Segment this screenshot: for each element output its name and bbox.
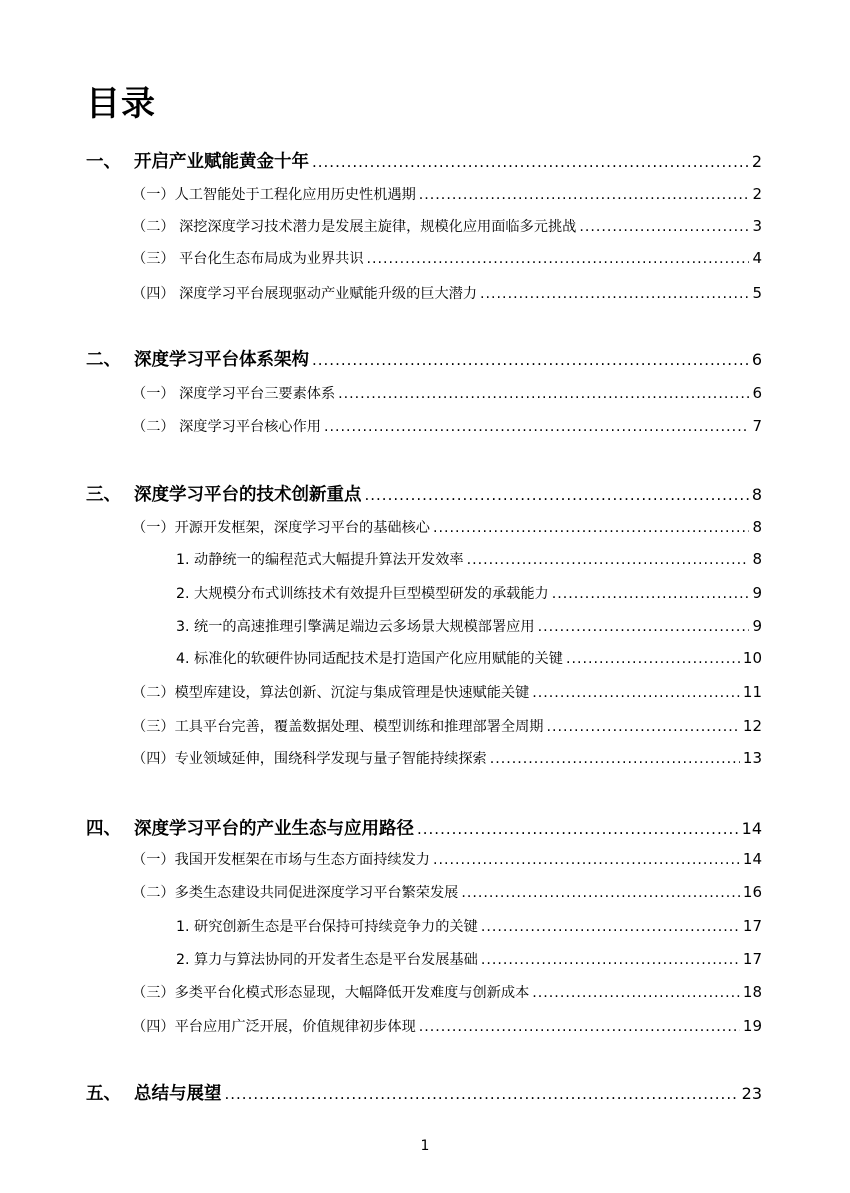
toc-entry-label: （四） 深度学习平台展现驱动产业赋能升级的巨大潜力 bbox=[132, 286, 478, 302]
toc-entry-label: （二） 深挖深度学习技术潜力是发展主旋律，规模化应用面临多元挑战 bbox=[132, 219, 577, 235]
toc-entry-level3[interactable] bbox=[176, 916, 762, 936]
toc-title: 目录 bbox=[86, 84, 156, 124]
toc-entry-label: （一）开源开发框架，深度学习平台的基础核心 bbox=[132, 520, 430, 536]
toc-dot-leader bbox=[546, 719, 739, 735]
toc-chapter-title: 深度学习平台的技术创新重点 bbox=[134, 485, 362, 505]
toc-dot-leader bbox=[481, 919, 740, 935]
toc-page-number: 8 bbox=[751, 485, 762, 504]
toc-dot-leader bbox=[417, 820, 739, 838]
toc-dot-leader bbox=[579, 219, 749, 235]
toc-chapter-title: 开启产业赋能黄金十年 bbox=[134, 152, 309, 172]
toc-page-number: 18 bbox=[742, 983, 762, 1001]
toc-page-number: 2 bbox=[751, 152, 762, 171]
toc-dot-leader bbox=[490, 751, 740, 767]
toc-entry-label: （三）多类平台化模式形态显现，大幅降低开发难度与创新成本 bbox=[132, 985, 530, 1001]
toc-entry-label: 1. 动静统一的编程范式大幅提升算法开发效率 bbox=[176, 552, 464, 568]
toc-page-number: 6 bbox=[751, 350, 762, 369]
toc-entry-level1[interactable] bbox=[86, 148, 762, 172]
toc-dot-leader bbox=[481, 952, 740, 968]
toc-entry-label bbox=[86, 148, 309, 173]
toc-page-number: 7 bbox=[752, 417, 762, 435]
toc-entry-label: 2. 算力与算法协同的开发者生态是平台发展基础 bbox=[176, 952, 478, 968]
toc-page-number: 16 bbox=[742, 883, 762, 901]
toc-entry-level1[interactable] bbox=[86, 481, 762, 505]
toc-page-number: 4 bbox=[752, 249, 762, 267]
toc-dot-leader bbox=[538, 619, 750, 635]
toc-entry-level2[interactable] bbox=[132, 716, 762, 736]
toc-dot-leader bbox=[467, 552, 750, 568]
toc-chapter-title: 深度学习平台的产业生态与应用路径 bbox=[134, 819, 414, 839]
toc-dot-leader bbox=[532, 685, 740, 701]
toc-entry-level1[interactable] bbox=[86, 1080, 762, 1104]
toc-page-number: 9 bbox=[752, 584, 762, 602]
toc-entry-label: （四）平台应用广泛开展，价值规律初步体现 bbox=[132, 1019, 416, 1035]
toc-entry-label: 2. 大规模分布式训练技术有效提升巨型模型研发的承载能力 bbox=[176, 586, 549, 602]
toc-chapter-title: 总结与展望 bbox=[134, 1084, 222, 1104]
toc-entry-label: （二）多类生态建设共同促进深度学习平台繁荣发展 bbox=[132, 885, 459, 901]
toc-entry-label bbox=[86, 346, 309, 371]
toc-page-number: 12 bbox=[742, 717, 762, 735]
toc-page-number: 17 bbox=[742, 950, 762, 968]
toc-page-number: 6 bbox=[752, 384, 762, 402]
toc-dot-leader bbox=[312, 351, 749, 369]
toc-entry-label: 1. 研究创新生态是平台保持可持续竞争力的关键 bbox=[176, 919, 478, 935]
toc-dot-leader bbox=[480, 286, 749, 302]
toc-entry-label: （一）我国开发框架在市场与生态方面持续发力 bbox=[132, 852, 430, 868]
toc-dot-leader bbox=[324, 419, 750, 435]
toc-page-number: 11 bbox=[742, 683, 762, 701]
toc-entry-label bbox=[86, 815, 414, 840]
toc-entry-level2[interactable] bbox=[132, 982, 762, 1002]
toc-chapter-number: 四、 bbox=[86, 819, 121, 839]
toc-entry-level2[interactable] bbox=[132, 682, 762, 702]
toc-dot-leader bbox=[532, 985, 740, 1001]
toc-entry-level2[interactable] bbox=[132, 184, 762, 204]
toc-entry-level3[interactable] bbox=[176, 549, 762, 569]
toc-dot-leader bbox=[566, 651, 740, 667]
toc-page-number: 8 bbox=[752, 550, 762, 568]
toc-entry-level3[interactable] bbox=[176, 583, 762, 603]
toc-entry-level1[interactable] bbox=[86, 815, 762, 839]
toc-page-number: 8 bbox=[752, 518, 762, 536]
toc-entry-label: （三）工具平台完善，覆盖数据处理、模型训练和推理部署全周期 bbox=[132, 719, 544, 735]
toc-chapter-number: 一、 bbox=[86, 152, 121, 172]
toc-page-number: 2 bbox=[752, 185, 762, 203]
toc-dot-leader bbox=[419, 1019, 740, 1035]
toc-dot-leader bbox=[419, 187, 750, 203]
toc-page-number: 19 bbox=[742, 1017, 762, 1035]
toc-entry-label: （二） 深度学习平台核心作用 bbox=[132, 419, 321, 435]
toc-entry-level2[interactable] bbox=[132, 283, 762, 303]
toc-page-number: 9 bbox=[752, 617, 762, 635]
toc-entry-label bbox=[86, 481, 362, 506]
toc-chapter-title: 深度学习平台体系架构 bbox=[134, 350, 309, 370]
toc-entry-label: 3. 统一的高速推理引擎满足端边云多场景大规模部署应用 bbox=[176, 619, 535, 635]
toc-dot-leader bbox=[433, 520, 750, 536]
toc-dot-leader bbox=[365, 486, 749, 504]
toc-entry-level2[interactable] bbox=[132, 383, 762, 403]
toc-entry-level2[interactable] bbox=[132, 748, 762, 768]
toc-chapter-number: 二、 bbox=[86, 350, 121, 370]
toc-entry-label: （三） 平台化生态布局成为业界共识 bbox=[132, 251, 364, 267]
toc-page-number: 17 bbox=[742, 917, 762, 935]
toc-dot-leader bbox=[552, 586, 750, 602]
toc-entry-label: （一）人工智能处于工程化应用历史性机遇期 bbox=[132, 187, 416, 203]
toc-entry-label: （四）专业领域延伸，围绕科学发现与量子智能持续探索 bbox=[132, 751, 487, 767]
toc-entry-label bbox=[86, 1080, 222, 1105]
toc-entry-level2[interactable] bbox=[132, 416, 762, 436]
toc-dot-leader bbox=[367, 251, 750, 267]
toc-page-number: 3 bbox=[752, 217, 762, 235]
toc-entry-level2[interactable] bbox=[132, 849, 762, 869]
toc-page-number: 14 bbox=[742, 850, 762, 868]
toc-page-number: 10 bbox=[742, 649, 762, 667]
toc-dot-leader bbox=[225, 1085, 739, 1103]
toc-entry-level1[interactable] bbox=[86, 346, 762, 370]
toc-entry-level3[interactable] bbox=[176, 949, 762, 969]
toc-page-number: 23 bbox=[741, 1084, 762, 1103]
toc-chapter-number: 五、 bbox=[86, 1084, 121, 1104]
toc-entry-label: （二）模型库建设，算法创新、沉淀与集成管理是快速赋能关键 bbox=[132, 685, 530, 701]
toc-entry-level2[interactable] bbox=[132, 248, 762, 268]
toc-entry-label: （一） 深度学习平台三要素体系 bbox=[132, 386, 336, 402]
toc-page-number: 5 bbox=[752, 284, 762, 302]
toc-dot-leader bbox=[338, 386, 749, 402]
toc-entry-level3[interactable] bbox=[176, 648, 762, 668]
toc-entry-level3[interactable] bbox=[176, 616, 762, 636]
toc-chapter-number: 三、 bbox=[86, 485, 121, 505]
toc-page-number: 14 bbox=[741, 819, 762, 838]
toc-page-number: 13 bbox=[742, 749, 762, 767]
toc-entry-level2[interactable] bbox=[132, 882, 762, 902]
toc-dot-leader bbox=[312, 153, 749, 171]
toc-dot-leader bbox=[461, 885, 740, 901]
toc-entry-label: 4. 标准化的软硬件协同适配技术是打造国产化应用赋能的关键 bbox=[176, 651, 563, 667]
toc-dot-leader bbox=[433, 852, 740, 868]
toc-entry-level2[interactable] bbox=[132, 1016, 762, 1036]
toc-entry-level2[interactable] bbox=[132, 216, 762, 236]
toc-entry-level2[interactable] bbox=[132, 517, 762, 537]
page-number-footer: 1 bbox=[420, 1138, 430, 1154]
